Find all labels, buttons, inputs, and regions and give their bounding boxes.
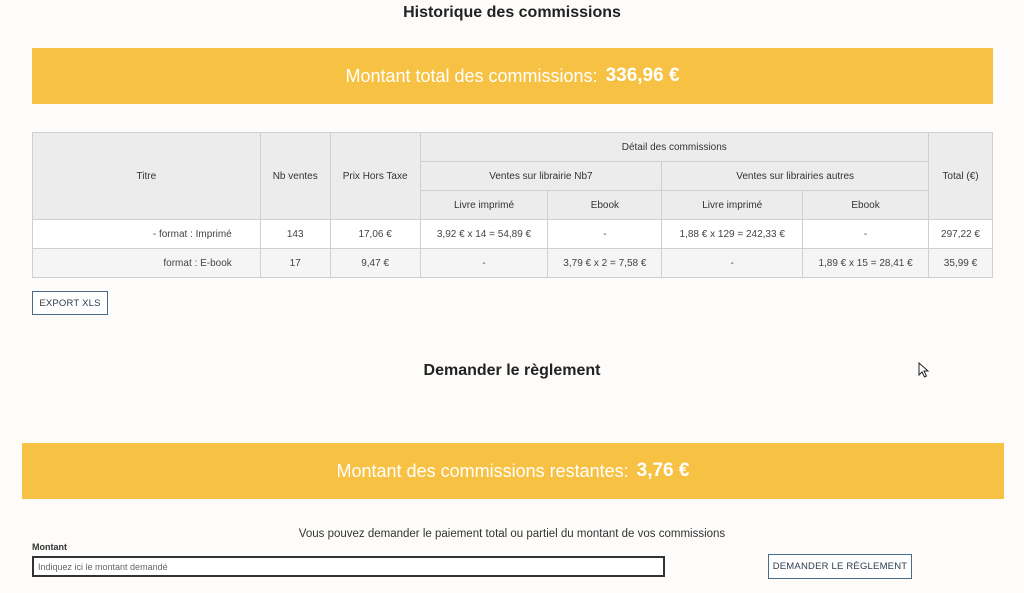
header-detail: Détail des commissions — [420, 133, 928, 162]
header-nb7-livre: Livre imprimé — [420, 191, 548, 220]
header-titre: Titre — [33, 133, 261, 220]
total-commissions-label: Montant total des commissions: — [345, 65, 598, 86]
total-commissions-banner — [32, 48, 993, 104]
cell-prix: 17,06 € — [330, 220, 420, 249]
header-total: Total (€) — [928, 133, 992, 220]
history-title: Historique des commissions — [403, 4, 621, 21]
export-xls-button[interactable]: EXPORT XLS — [32, 291, 108, 315]
cell-autres-ebook: 1,89 € x 15 = 28,41 € — [803, 249, 929, 278]
reglement-title: Demander le règlement — [423, 362, 601, 379]
cell-nb7-livre: 3,92 € x 14 = 54,89 € — [420, 220, 548, 249]
payment-info-text: Vous pouvez demander le paiement total ou partiel du montant de vos commissions — [298, 528, 726, 540]
header-autres: Ventes sur librairies autres — [662, 162, 929, 191]
mouse-pointer-icon — [918, 362, 930, 378]
cell-total: 297,22 € — [928, 220, 992, 249]
header-autres-ebook: Ebook — [803, 191, 929, 220]
header-nb7: Ventes sur librairie Nb7 — [420, 162, 662, 191]
total-commissions-value: 336,96 € — [605, 65, 680, 86]
header-prix-ht: Prix Hors Taxe — [330, 133, 420, 220]
cell-nb7-ebook: - — [548, 220, 662, 249]
header-autres-livre: Livre imprimé — [662, 191, 803, 220]
cell-autres-ebook: - — [803, 220, 929, 249]
table-row — [33, 249, 993, 278]
table-row — [33, 220, 993, 249]
request-payment-button[interactable]: DEMANDER LE RÈGLEMENT — [768, 554, 912, 579]
cell-nb7-livre: - — [420, 249, 548, 278]
montant-input[interactable] — [32, 556, 665, 577]
header-nb-ventes: Nb ventes — [260, 133, 330, 220]
montant-label: Montant — [32, 542, 67, 552]
remaining-commissions-banner — [22, 443, 1004, 499]
cell-nb7-ebook: 3,79 € x 2 = 7,58 € — [548, 249, 662, 278]
cell-prix: 9,47 € — [330, 249, 420, 278]
cell-total: 35,99 € — [928, 249, 992, 278]
commissions-table — [32, 132, 993, 278]
remaining-commissions-value: 3,76 € — [636, 460, 690, 481]
cell-titre: format : E-book — [33, 249, 261, 278]
cell-nb-ventes: 143 — [260, 220, 330, 249]
cell-titre: - format : Imprimé — [33, 220, 261, 249]
cell-autres-livre: 1,88 € x 129 = 242,33 € — [662, 220, 803, 249]
cell-autres-livre: - — [662, 249, 803, 278]
header-nb7-ebook: Ebook — [548, 191, 662, 220]
remaining-commissions-label: Montant des commissions restantes: — [336, 460, 629, 481]
cell-nb-ventes: 17 — [260, 249, 330, 278]
